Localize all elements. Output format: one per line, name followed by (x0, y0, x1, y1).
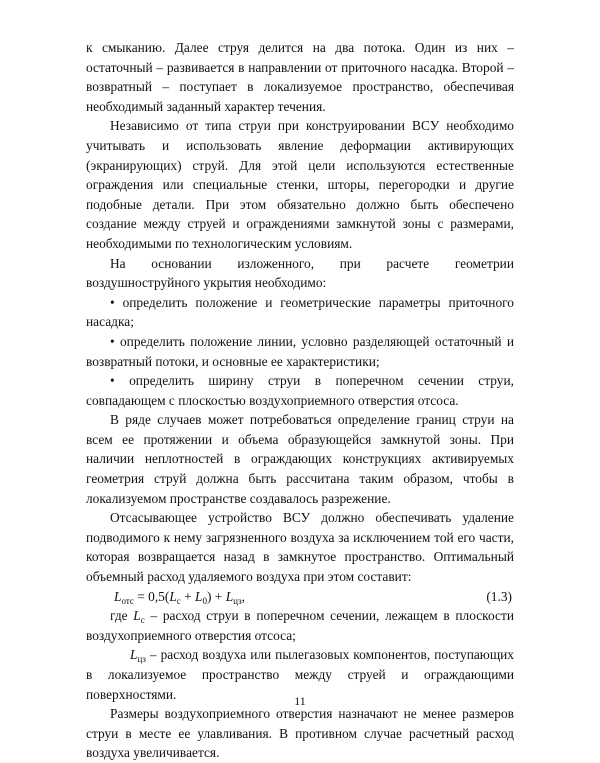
paragraph-5: Отсасывающее устройство ВСУ должно обеспечивать удаление подводимого к нему загрязненного воздуха за исключением той его части, которая возвращается назад в замкнутое пространство. Оптимальный объемный расход удаляемого воздуха при этом составит: (86, 510, 514, 585)
bullet-item-2: • определить положение линии, условно разделяющей остаточный и возвратный потоки, и основные ее характеристики; (86, 333, 514, 369)
formula-1-3 (86, 587, 514, 607)
paragraph-3: На основании изложенного, при расчете геометрии воздушноструйного укрытия необходимо: (86, 255, 514, 291)
paragraph-6: где $L_c$ – расход струи в поперечном сечении, лежащем в плоскости воздухоприемного отверстия отсоса; (86, 608, 514, 643)
paragraph-2: Независимо от типа струи при конструировании ВСУ необходимо учитывать и использовать явление деформации активирующих (экранирующих) струй. Для этой цели используются естественные ограждения или специальные стенки, шторы, перегородки и другие подобные детали. При этом обязательно должно быть обеспечено создание между струей и ограждениями замкнутой зоны с размерами, необходимыми по технологическим условиям. (86, 118, 514, 251)
formula-number: (1.3) (486, 588, 512, 604)
page-number: 11 (294, 694, 306, 708)
formula-expression: $L_{отс} = 0,5(L_c + L_0) + L_{цз}$, (114, 588, 245, 606)
bullet-item-3: • определить ширину струи в поперечном сечении струи, совпадающем с плоскостью воздухоприемного отверстия отсоса. (86, 373, 514, 408)
paragraph-8: Размеры воздухоприемного отверстия назначают не менее размеров струи в месте ее улавливания. В противном случае расчетный расход воздуха увеличивается. (86, 706, 514, 761)
bullet-item-1: • определить положение и геометрические параметры приточного насадка; (86, 294, 514, 330)
paragraph-1: к смыканию. Далее струя делится на два потока. Один из них – остаточный – развивается в направлении от приточного насадка. Второй – возвратный – поступает в локализуемое пространство, обеспечивая необходимый заданный характер течения. (86, 40, 514, 114)
paragraph-4: В ряде случаев может потребоваться определение границ струи на всем ее протяжении и объема образующейся замкнутой зоны. При наличии неплотностей в ограждающих конструкциях активируемых геометрия струй должна быть рассчитана таким образом, чтобы в локализуемом пространстве создавалось разрежение. (86, 412, 514, 506)
page-body (86, 38, 514, 763)
paragraph-7: $L_{цз}$ – расход воздуха или пылегазовых компонентов, поступающих в локализуемое пространство между струей и ограждающими поверхностями. (86, 647, 514, 702)
